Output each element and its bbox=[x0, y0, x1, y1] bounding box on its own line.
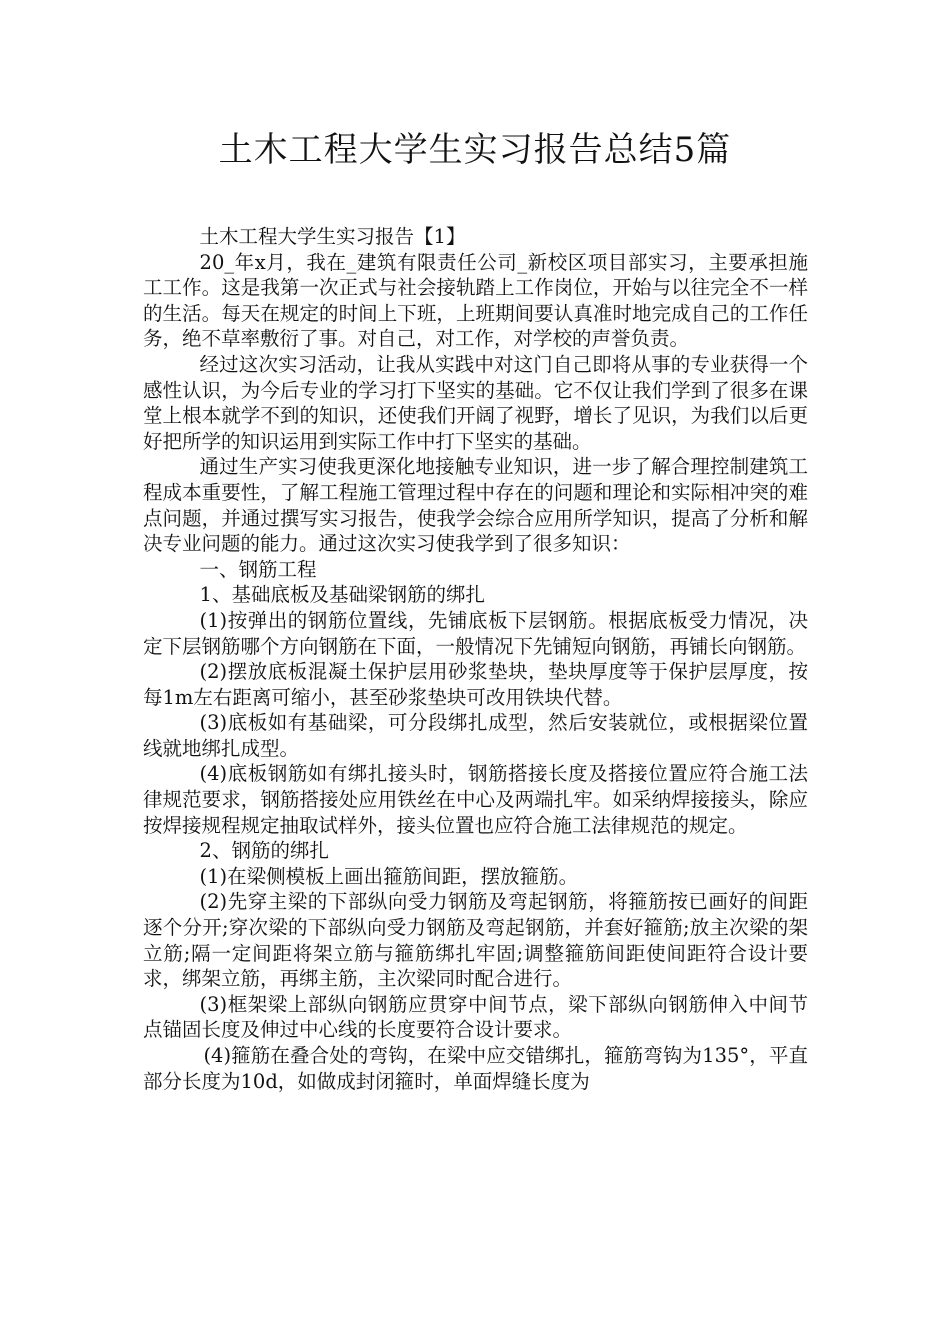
list-item: (4)箍筋在叠合处的弯钩，在梁中应交错绑扎，箍筋弯钩为135°，平直部分长度为10d，如做成封闭箍时，单面焊缝长度为 bbox=[143, 1044, 808, 1093]
section-heading: 一、钢筋工程 bbox=[199, 557, 317, 581]
list-item: (2)先穿主梁的下部纵向受力钢筋及弯起钢筋，将箍筋按已画好的间距逐个分开;穿次梁的下部纵向受力钢筋及弯起钢筋，并套好箍筋;放主次梁的架立筋;隔一定间距将架立筋与箍筋绑扎牢固;调整箍筋间距使间距符合设计要求，绑架立筋，再绑主筋，主次梁同时配合进行。 bbox=[143, 890, 808, 991]
list-item: (1)按弹出的钢筋位置线，先铺底板下层钢筋。根据底板受力情况，决定下层钢筋哪个方向钢筋在下面，一般情况下先铺短向钢筋，再铺长向钢筋。 bbox=[143, 608, 808, 658]
list-item: (4)底板钢筋如有绑扎接头时，钢筋搭接长度及搭接位置应符合施工法律规范要求，钢筋搭接处应用铁丝在中心及两端扎牢。如采纳焊接接头，除应按焊接规程规定抽取试样外，接头位置也应符合施工法律规范的规定。 bbox=[143, 762, 808, 837]
paragraph: 通过生产实习使我更深化地接触专业知识，进一步了解合理控制建筑工程成本重要性，了解工程施工管理过程中存在的问题和理论和实际相冲突的难点问题，并通过撰写实习报告，使我学会综合应用所学知识，提高了分析和解决专业问题的能力。通过这次实习使我学到了很多知识： bbox=[143, 455, 808, 556]
list-item: (1)在梁侧模板上画出箍筋间距，摆放箍筋。 bbox=[199, 864, 579, 888]
paragraph: 经过这次实习活动，让我从实践中对这门自己即将从事的专业获得一个感性认识，为今后专业的学习打下坚实的基础。它不仅让我们学到了很多在课堂上根本就学不到的知识，还使我们开阔了视野，增长了见识，为我们以后更好把所学的知识运用到实际工作中打下坚实的基础。 bbox=[143, 352, 808, 453]
section-heading: 土木工程大学生实习报告【1】 bbox=[199, 225, 466, 248]
document-body bbox=[143, 224, 808, 1094]
subsection-heading: 2、钢筋的绑扎 bbox=[199, 839, 329, 863]
paragraph: 20_年x月，我在_建筑有限责任公司_新校区项目部实习，主要承担施工工作。这是我第一次正式与社会接轨踏上工作岗位，开始与以往完全不一样的生活。每天在规定的时间上下班，上班期间要认真准时地完成自己的工作任务，绝不草率敷衍了事。对自己，对工作，对学校的声誉负责。 bbox=[143, 250, 808, 351]
subsection-heading: 1、基础底板及基础梁钢筋的绑扎 bbox=[199, 583, 485, 607]
list-item: (3)框架梁上部纵向钢筋应贯穿中间节点，梁下部纵向钢筋伸入中间节点锚固长度及伸过中心线的长度要符合设计要求。 bbox=[143, 992, 808, 1042]
document-title: 土木工程大学生实习报告总结5篇 bbox=[218, 130, 732, 170]
list-item: (3)底板如有基础梁，可分段绑扎成型，然后安装就位，或根据梁位置线就地绑扎成型。 bbox=[143, 711, 808, 760]
list-item: (2)摆放底板混凝土保护层用砂浆垫块，垫块厚度等于保护层厚度，按每1m左右距离可缩小，甚至砂浆垫块可改用铁块代替。 bbox=[143, 660, 808, 709]
